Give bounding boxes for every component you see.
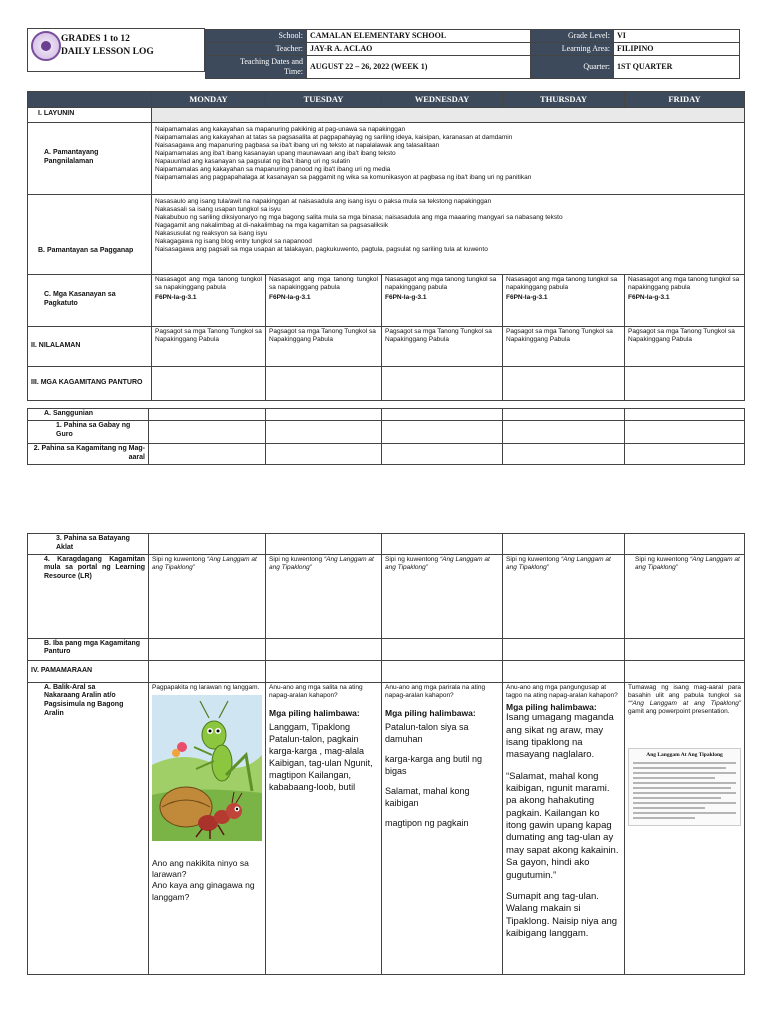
cell — [503, 443, 625, 464]
wed-phrase-3: Salamat, mahal kong kaibigan — [385, 785, 470, 808]
sipi-prefix: Sipi ng kuwentong — [506, 555, 560, 563]
batayang-label: 3. Pahina sa Batayang Aklat — [28, 534, 149, 555]
title-line-1: GRADES 1 to 12 — [61, 34, 130, 44]
kagamitan-monday — [152, 366, 266, 400]
list-item: Naipamamalas ang kakayahan sa mapanuring pakikinig at pag-unawa sa napakinggan — [155, 125, 406, 133]
wed-phrase-2: karga-karga ang butil ng bigas — [385, 754, 483, 776]
thu-subheading: Mga piling halimbawa: — [506, 701, 597, 712]
list-item: Naipamamalas ang kakayahan at tatas sa pagsasalita at pagpapahayag ng sariling ideya, kaisipan, karanasan at damdamin — [155, 133, 513, 141]
day-wednesday: WEDNESDAY — [382, 92, 503, 108]
cell — [625, 443, 745, 464]
dates-label-line-2: Time: — [284, 67, 303, 76]
corner-cell — [28, 92, 152, 108]
cell — [382, 534, 503, 555]
nilalaman-tuesday: Pagsagot sa mga Tanong Tungkol sa Napakinggang Pabula — [266, 326, 382, 366]
pamantayang-list — [152, 122, 745, 194]
list-item: Nakasusulat ng reaksyon sa isang isyu — [155, 230, 268, 238]
sipi-title: “Ang Langgam at ang Tipaklong” — [506, 555, 611, 571]
sipi-title: “Ang Langgam at ang Tipaklong” — [269, 555, 374, 571]
deped-seal-icon — [31, 31, 61, 61]
sipi-title: “Ang Langgam at ang Tipaklong” — [152, 555, 257, 571]
tue-words: Langgam, Tipaklong Patalun-talon, pagkain karga-karga , mag-alala Kaibigan, tag-ulan Ngunit, magtipon Kailangan, kababaang-loob, butil — [269, 722, 373, 792]
dates-label — [206, 56, 307, 79]
cell — [266, 420, 382, 443]
cell — [625, 660, 745, 682]
day-monday: MONDAY — [152, 92, 266, 108]
kagamitan-label: III. MGA KAGAMITANG PANTURO — [28, 366, 152, 400]
pagganap-list — [152, 194, 745, 274]
day-thursday: THURSDAY — [503, 92, 625, 108]
cell — [149, 443, 266, 464]
cell — [266, 660, 382, 682]
karagdagang-label: 4. Karagdagang Kagamitan mula sa portal ng Learning Resource (LR) — [28, 554, 149, 638]
kagamitan-thursday — [503, 366, 625, 400]
area-label: Learning Area: — [531, 43, 614, 56]
kasanayan-label: C. Mga Kasanayan sa Pagkatuto — [28, 274, 152, 326]
ant-grasshopper-illustration — [152, 695, 262, 841]
kasanayan-text: Nasasagot ang mga tanong tungkol sa napakinggang pabula — [269, 275, 378, 291]
pamantayang-label: A. Pamantayang Pangnilalaman — [28, 122, 152, 194]
sipi-title: “Ang Langgam at ang Tipaklong” — [385, 555, 490, 571]
sipi-wednesday — [382, 554, 503, 638]
wed-phrase-4: magtipon ng pagkain — [385, 817, 469, 828]
school-label: School: — [206, 30, 307, 43]
cell — [149, 409, 266, 421]
cell — [149, 420, 266, 443]
cell — [382, 409, 503, 421]
cell — [266, 638, 382, 660]
cell — [625, 420, 745, 443]
sipi-monday — [149, 554, 266, 638]
kasanayan-text: Nasasagot ang mga tanong tungkol sa napakinggang pabula — [385, 275, 497, 291]
cell — [625, 638, 745, 660]
quarter-value: 1ST QUARTER — [614, 56, 740, 79]
quarter-label: Quarter: — [531, 56, 614, 79]
sipi-friday — [625, 554, 745, 638]
competency-code: F6PN-Ia-g-3.1 — [628, 293, 670, 301]
cell — [266, 443, 382, 464]
tuesday-activity — [266, 682, 382, 974]
thu-question: Anu-ano ang mga pangungusap at tagpo na ating napag-aralan kahapon? — [506, 683, 618, 699]
layunin-label: I. LAYUNIN — [28, 107, 152, 122]
day-friday: FRIDAY — [625, 92, 745, 108]
slide-title: Ang Langgam At Ang Tipaklong — [646, 752, 723, 758]
day-tuesday: TUESDAY — [266, 92, 382, 108]
sipi-prefix: Sipi ng kuwentong — [635, 555, 689, 563]
page-title — [61, 33, 154, 59]
layunin-cell — [152, 107, 745, 122]
tue-question: Anu-ano ang mga salita na ating napag-aralan kahapon? — [269, 683, 363, 699]
competency-code: F6PN-Ia-g-3.1 — [155, 293, 197, 301]
list-item: Naipamamalas ang iba't ibang kasanayan upang maunawaan ang iba't ibang teksto — [155, 150, 396, 157]
teacher-label: Teacher: — [206, 43, 307, 56]
cell — [382, 660, 503, 682]
kagamitang-mag-aaral-label: 2. Pahina sa Kagamitang ng Mag-aaral — [28, 443, 149, 464]
kasanayan-thursday — [503, 274, 625, 326]
thu-passage-2: “Salamat, mahal kong kaibigan, ngunit marami. pa akong hahakuting pagkain. Kailangan ko itong gawin upang kapag dumating ang tag-ulan ay may sapat akong kakainin. Sa gayon, hindi ako gugutumin.” — [506, 770, 619, 881]
list-item: Nasasaulo ang isang tula/awit na napakinggan at naisasadula ang isang isyu o paksa mula sa tekstong napakinggan — [155, 197, 492, 205]
sipi-tuesday — [266, 554, 382, 638]
lesson-table-main — [27, 91, 745, 401]
sanggunian-label: A. Sanggunian — [28, 409, 149, 421]
cell — [266, 534, 382, 555]
kasanayan-tuesday — [266, 274, 382, 326]
list-item: Nagagamit ang nakalimbag at di-nakalimbag na mga kagamitan sa pagsasaliksik — [155, 222, 389, 229]
kasanayan-text: Nasasagot ang mga tanong tungkol sa napakinggang pabula — [155, 275, 262, 291]
thursday-activity — [503, 682, 625, 974]
cell — [503, 638, 625, 660]
nilalaman-friday: Pagsagot sa mga Tanong Tungkol sa Napakinggang Pabula — [625, 326, 745, 366]
cell — [625, 534, 745, 555]
sipi-prefix: Sipi ng kuwentong — [385, 555, 439, 563]
cell — [149, 638, 266, 660]
friday-activity — [625, 682, 745, 974]
competency-code: F6PN-Ia-g-3.1 — [269, 293, 311, 301]
kasanayan-text: Nasasagot ang mga tanong tungkol sa napakinggang pabula — [628, 275, 740, 291]
slide-thumbnail — [628, 748, 741, 826]
thu-passage-3: Sumapit ang tag-ulan. Walang makain si Tipaklong. Naisip niya ang kaibigang langgam. — [506, 890, 618, 939]
cell — [503, 409, 625, 421]
cell — [382, 443, 503, 464]
cell — [266, 409, 382, 421]
kagamitan-friday — [625, 366, 745, 400]
nilalaman-thursday: Pagsagot sa mga Tanong Tungkol sa Napakinggang Pabula — [503, 326, 625, 366]
pagganap-label: B. Pamantayan sa Pagganap — [28, 194, 152, 274]
cell — [382, 420, 503, 443]
list-item: Naisasagawa ang pagsali sa mga usapan at talakayan, pagkukuwento, pagtula, pagsulat ng sariling tula at kuwento — [155, 246, 488, 254]
list-item: Nakasasali sa isang usapan tungkol sa isyu — [155, 205, 281, 213]
kasanayan-friday — [625, 274, 745, 326]
fri-instruction — [628, 684, 741, 717]
school-value: CAMALAN ELEMENTARY SCHOOL — [307, 30, 531, 43]
dates-value: AUGUST 22 – 26, 2022 (WEEK 1) — [307, 56, 531, 79]
wed-subheading: Mga piling halimbawa: — [385, 707, 476, 718]
mon-question-1: Ano ang nakikita ninyo sa larawan? — [152, 858, 249, 880]
cell — [149, 534, 266, 555]
grade-value: VI — [614, 30, 740, 43]
lesson-table-page2 — [27, 533, 745, 975]
sipi-title: “Ang Langgam at ang Tipaklong” — [635, 555, 740, 571]
mon-intro: Pagpapakita ng larawan ng langgam. — [152, 683, 260, 691]
list-item: Naipamamalas ang kakayahan sa mapanuring panood ng iba't ibang uri ng media — [155, 166, 391, 174]
kagamitan-wednesday — [382, 366, 503, 400]
cell — [149, 660, 266, 682]
cell — [625, 409, 745, 421]
competency-code: F6PN-Ia-g-3.1 — [385, 293, 427, 301]
nilalaman-label: II. NILALAMAN — [28, 326, 152, 366]
wed-question: Anu-ano ang mga parirala na ating napag-aralan kahapon? — [385, 683, 486, 699]
kasanayan-monday — [152, 274, 266, 326]
list-item: Naipamamalas ang pagpapahalaga at kasanayan sa paggamit ng wika sa komunikasyon at pagbasa ng iba't ibang uri ng panitikan — [155, 174, 532, 182]
sipi-prefix: Sipi ng kuwentong — [269, 555, 323, 563]
grade-label: Grade Level: — [531, 30, 614, 43]
teacher-value: JAY-R A. ACLAO — [307, 43, 531, 56]
area-value: FILIPINO — [614, 43, 740, 56]
list-item: Naisasagawa ang mapanuring pagbasa sa iba't ibang uri ng teksto at napalalawak ang talasalitaan — [155, 141, 440, 149]
dates-label-line-1: Teaching Dates and — [240, 57, 303, 66]
fri-text: Tumawag ng isang mag-aaral para basahin ulit ang pabula tungkol sa — [628, 683, 741, 699]
list-item: Napauunlad ang kasanayan sa pagsulat ng iba't ibang uri ng sulatin — [155, 158, 350, 166]
wed-phrase-1: Patalun-talon siya sa damuhan — [385, 722, 469, 745]
mon-question-2: Ano kaya ang ginagawa ng langgam? — [152, 880, 255, 902]
sipi-thursday — [503, 554, 625, 638]
kasanayan-wednesday — [382, 274, 503, 326]
kasanayan-text: Nasasagot ang mga tanong tungkol sa napakinggang pabula — [506, 275, 618, 291]
list-item: Nakagagawa ng isang blog entry tungkol sa napanood — [155, 238, 312, 246]
cell — [503, 660, 625, 682]
cell — [503, 534, 625, 555]
header-info-table — [205, 29, 740, 79]
sipi-prefix: Sipi ng kuwentong — [152, 555, 206, 563]
lesson-table-sanggunian — [27, 408, 745, 465]
title-line-2: DAILY LESSON LOG — [61, 46, 154, 57]
nilalaman-monday: Pagsagot sa mga Tanong Tungkol sa Napakinggang Pabula — [152, 326, 266, 366]
list-item: Nakabubuo ng sariling diksiyonaryo ng mga bagong salita mula sa mga binasa; naisasadula ang mga maaaring mangyari sa nabasang teksto — [155, 213, 563, 221]
pamamaraan-label: IV. PAMAMARAAN — [28, 660, 149, 682]
cell — [503, 420, 625, 443]
tue-subheading: Mga piling halimbawa: — [269, 707, 360, 718]
nilalaman-wednesday: Pagsagot sa mga Tanong Tungkol sa Napakinggang Pabula — [382, 326, 503, 366]
monday-activity — [149, 682, 266, 974]
kagamitan-tuesday — [266, 366, 382, 400]
wednesday-activity — [382, 682, 503, 974]
fri-story-title: ““Ang Langgam at ang Tipaklong” — [628, 699, 741, 707]
cell — [382, 638, 503, 660]
iba-label: B. Iba pang mga Kagamitang Panturo — [28, 638, 149, 660]
thu-passage-1: Isang umagang maganda ang sikat ng araw, may isang tipaklong na masayang naglalaro. — [506, 712, 614, 761]
gabay-label: 1. Pahina sa Gabay ng Guro — [28, 420, 149, 443]
balik-aral-label: A. Balik-Aral sa Nakaraang Aralin at/o Pagsisimula ng Bagong Aralin — [28, 682, 149, 974]
competency-code: F6PN-Ia-g-3.1 — [506, 293, 548, 301]
fri-rest: gamit ang powerpoint presentation. — [628, 707, 730, 715]
